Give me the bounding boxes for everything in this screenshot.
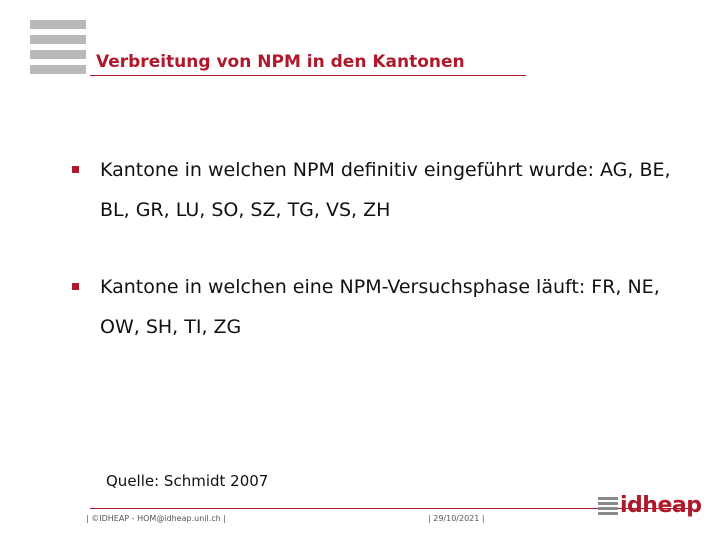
bullet-list [70,150,700,347]
logo-wordmark: idheap [620,492,702,518]
bullet-item [70,267,700,347]
source-citation: Quelle: Schmidt 2007 [106,472,269,490]
logo-bars-icon [598,495,618,515]
footer-copyright: | ©IDHEAP - HOM@idheap.unil.ch | [86,514,226,523]
idheap-logo [598,490,701,520]
slide-title: Verbreitung von NPM in den Kantonen [96,52,465,72]
title-divider [90,75,526,76]
square-bullet-icon [72,283,79,290]
square-bullet-icon [72,166,79,173]
bullet-item [70,150,700,230]
bullet-text: Kantone in welchen NPM definitiv eingeführt wurde: AG, BE, BL, GR, LU, SO, SZ, TG, VS, ZH [100,159,671,221]
bullet-text: Kantone in welchen eine NPM-Versuchsphase läuft: FR, NE, OW, SH, TI, ZG [100,276,660,338]
header-logo-icon [30,20,86,76]
footer-date: | 29/10/2021 | [428,514,485,523]
